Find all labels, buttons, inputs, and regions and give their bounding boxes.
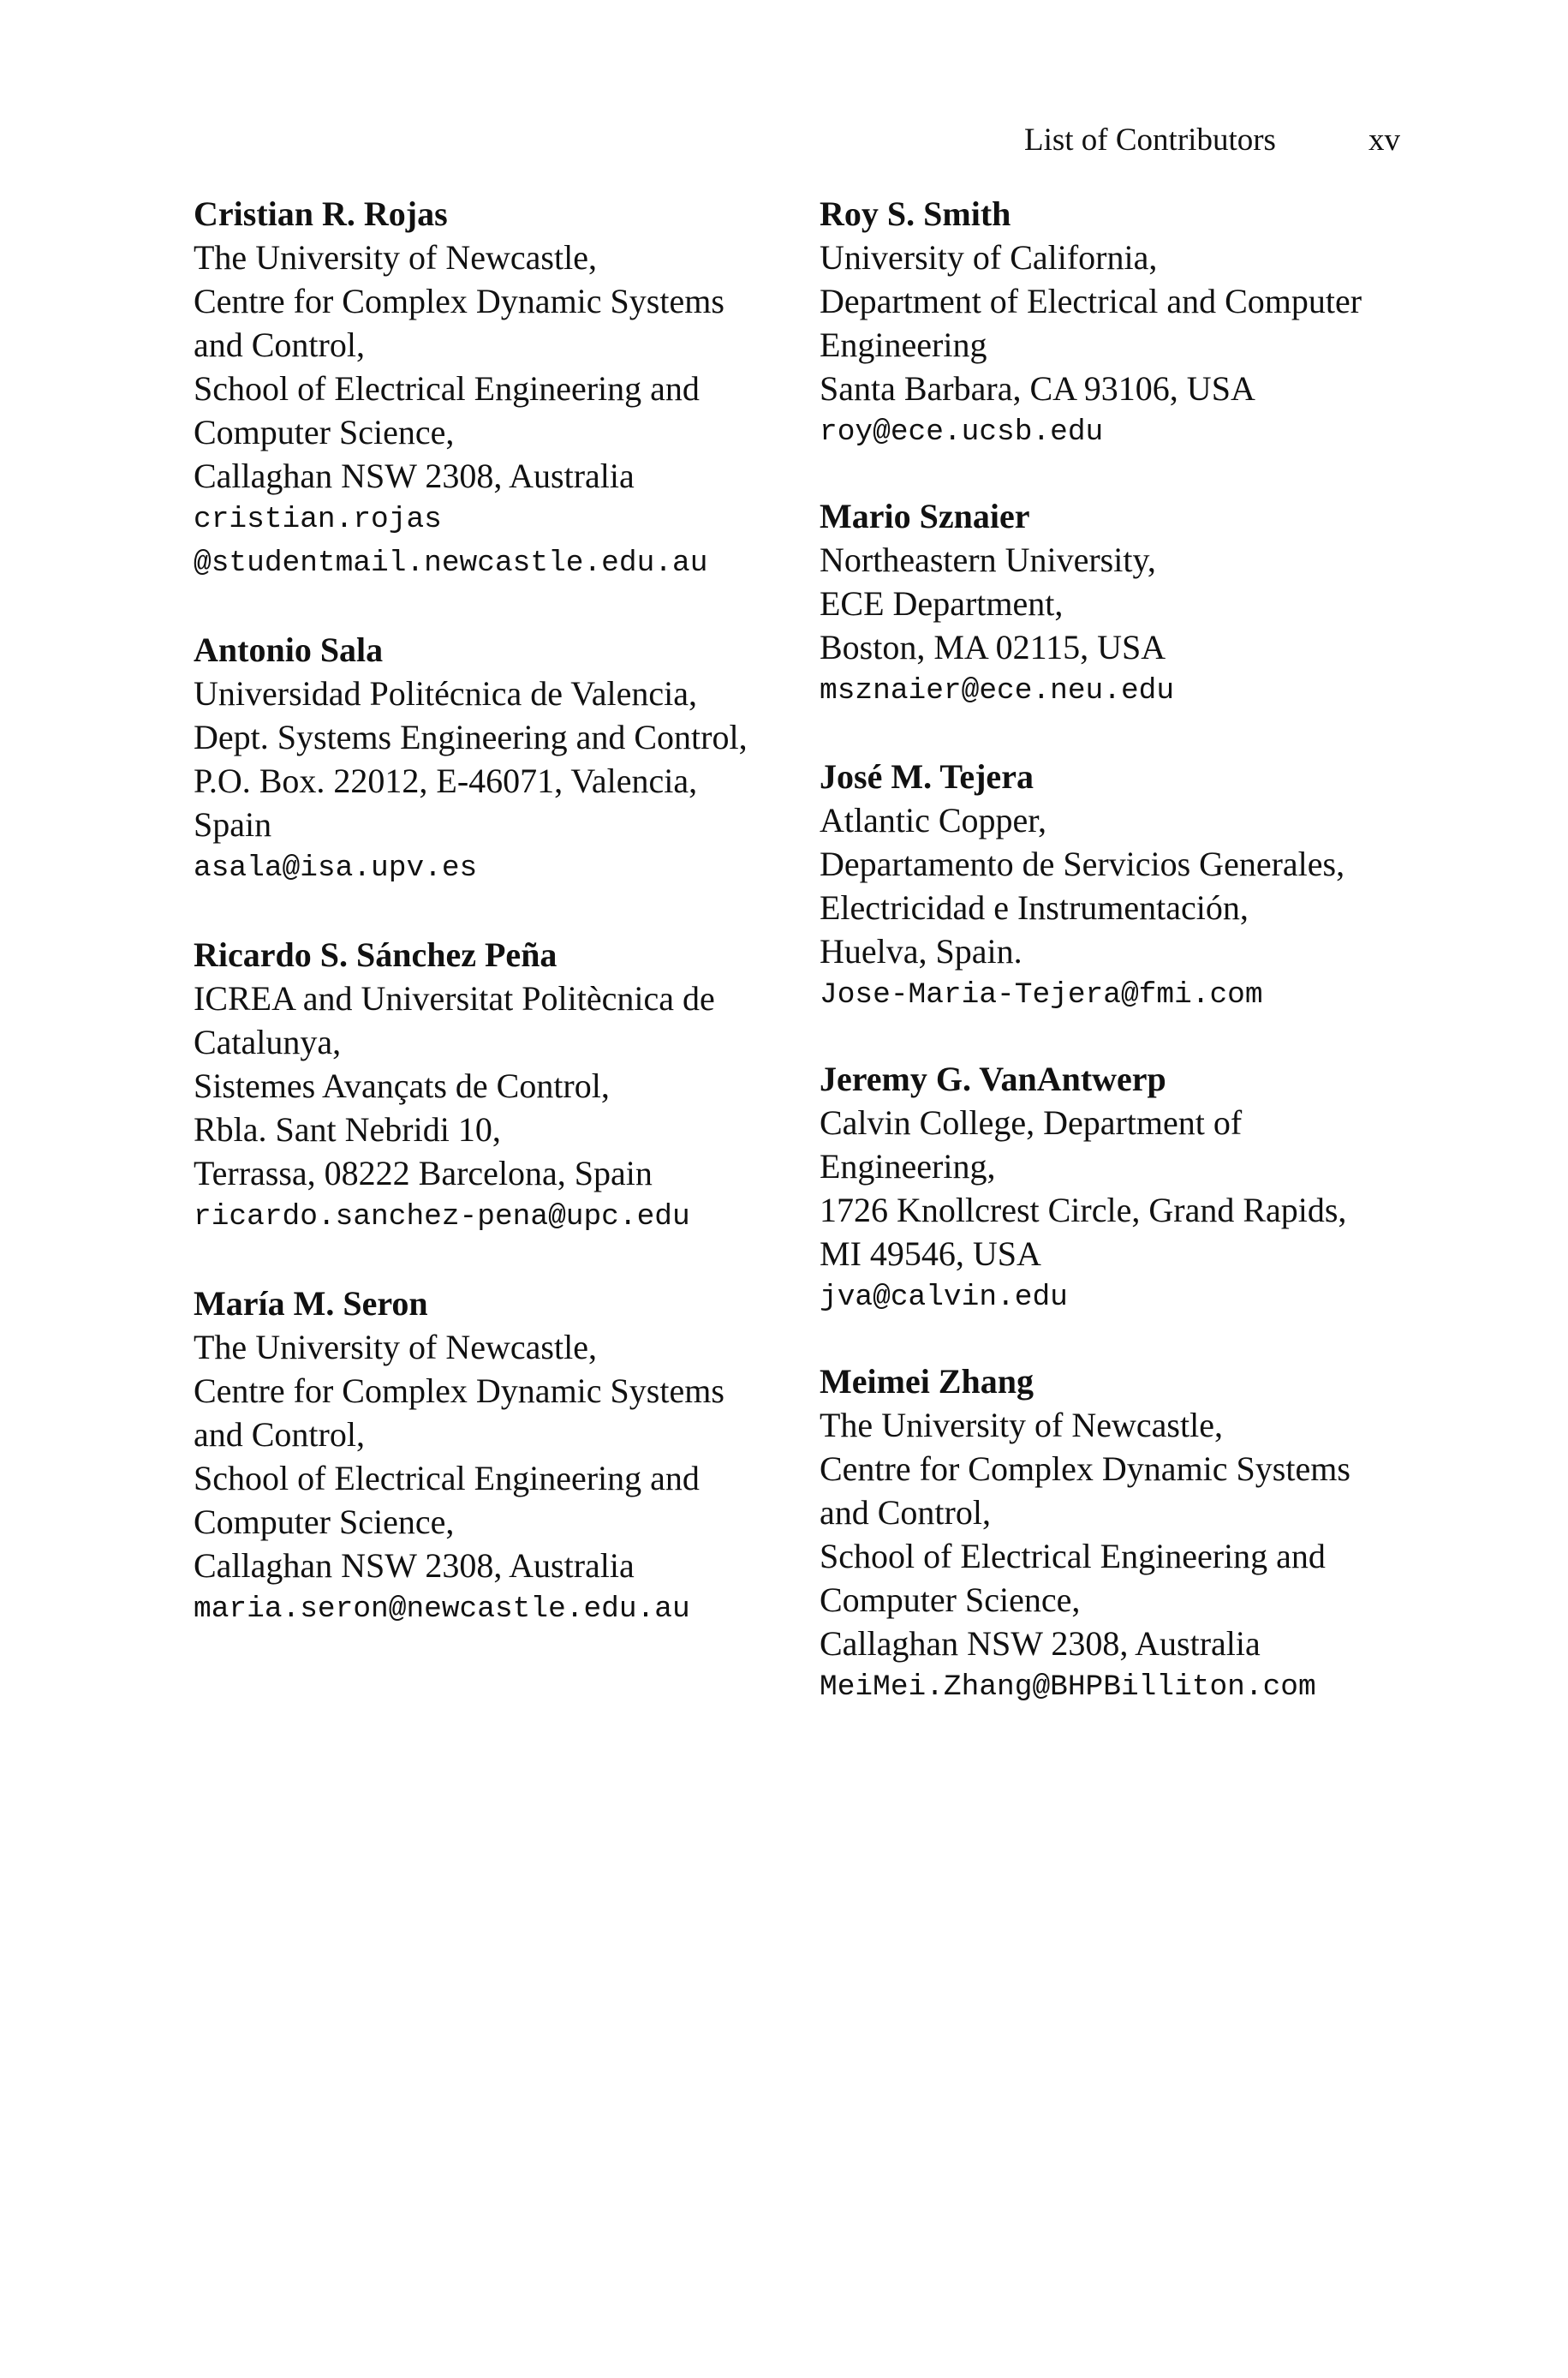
affiliation-line: School of Electrical Engineering and bbox=[194, 1459, 700, 1497]
affiliation-line: P.O. Box. 22012, E-46071, Valencia, bbox=[194, 762, 698, 800]
affiliation-line: The University of Newcastle, bbox=[194, 238, 597, 277]
affiliation-line: Electricidad e Instrumentación, bbox=[820, 888, 1249, 927]
contributor-entry bbox=[820, 192, 1419, 454]
contributor-email[interactable]: msznaier@ece.neu.edu bbox=[820, 674, 1175, 708]
affiliation-line: Callaghan NSW 2308, Australia bbox=[194, 457, 635, 495]
affiliation-line: Calvin College, Department of bbox=[820, 1103, 1243, 1142]
contributor-entry bbox=[820, 1359, 1419, 1709]
contributor-name: Mario Sznaier bbox=[820, 497, 1030, 535]
contributor-email[interactable]: @studentmail.newcastle.edu.au bbox=[194, 547, 708, 580]
contributor-email[interactable]: asala@isa.upv.es bbox=[194, 851, 478, 885]
affiliation-line: Sistemes Avançats de Control, bbox=[194, 1067, 610, 1105]
contributor-name: Jeremy G. VanAntwerp bbox=[820, 1060, 1166, 1098]
contributor-entry bbox=[820, 1057, 1419, 1319]
affiliation-line: Huelva, Spain. bbox=[820, 932, 1022, 971]
contributor-entry bbox=[820, 494, 1419, 713]
contributors-column-left bbox=[194, 192, 793, 1631]
contributor-email[interactable]: Jose-Maria-Tejera@fmi.com bbox=[820, 978, 1263, 1012]
affiliation-line: ICREA and Universitat Politècnica de bbox=[194, 979, 715, 1018]
contributor-entry bbox=[194, 192, 793, 585]
affiliation-line: Catalunya, bbox=[194, 1023, 342, 1061]
affiliation-line: Universidad Politécnica de Valencia, bbox=[194, 674, 697, 713]
contributor-email[interactable]: MeiMei.Zhang@BHPBilliton.com bbox=[820, 1670, 1316, 1704]
affiliation-line: Centre for Complex Dynamic Systems bbox=[194, 1371, 724, 1410]
affiliation-line: Centre for Complex Dynamic Systems bbox=[194, 282, 724, 320]
affiliation-line: School of Electrical Engineering and bbox=[820, 1537, 1326, 1575]
affiliation-line: Spain bbox=[194, 805, 272, 844]
affiliation-line: Callaghan NSW 2308, Australia bbox=[820, 1624, 1261, 1663]
contributor-email[interactable]: ricardo.sanchez-pena@upc.edu bbox=[194, 1200, 690, 1234]
contributor-entry bbox=[194, 933, 793, 1239]
affiliation-line: Engineering, bbox=[820, 1147, 996, 1186]
contributor-entry bbox=[194, 1282, 793, 1631]
affiliation-line: School of Electrical Engineering and bbox=[194, 369, 700, 408]
affiliation-line: Engineering bbox=[820, 326, 987, 364]
contributor-email[interactable]: jva@calvin.edu bbox=[820, 1281, 1068, 1314]
affiliation-line: Boston, MA 02115, USA bbox=[820, 628, 1166, 666]
contributor-name: José M. Tejera bbox=[820, 757, 1034, 796]
affiliation-line: Computer Science, bbox=[194, 1503, 455, 1541]
affiliation-line: Rbla. Sant Nebridi 10, bbox=[194, 1110, 501, 1149]
affiliation-line: University of California, bbox=[820, 238, 1158, 277]
affiliation-line: Centre for Complex Dynamic Systems bbox=[820, 1449, 1350, 1488]
affiliation-line: MI 49546, USA bbox=[820, 1234, 1041, 1273]
affiliation-line: and Control, bbox=[820, 1493, 991, 1532]
contributor-name: María M. Seron bbox=[194, 1284, 428, 1323]
contributor-name: Antonio Sala bbox=[194, 630, 384, 669]
contributor-name: Ricardo S. Sánchez Peña bbox=[194, 935, 557, 974]
affiliation-line: The University of Newcastle, bbox=[194, 1328, 597, 1366]
affiliation-line: Northeastern University, bbox=[820, 541, 1156, 579]
affiliation-line: Terrassa, 08222 Barcelona, Spain bbox=[194, 1154, 653, 1192]
contributors-column-right bbox=[820, 192, 1419, 1709]
contributor-entry bbox=[194, 628, 793, 890]
contributor-email[interactable]: cristian.rojas bbox=[194, 503, 442, 536]
affiliation-line: and Control, bbox=[194, 326, 365, 364]
affiliation-line: Departamento de Servicios Generales, bbox=[820, 845, 1345, 883]
running-header-title: List of Contributors bbox=[1024, 122, 1276, 158]
contributor-name: Meimei Zhang bbox=[820, 1362, 1034, 1401]
affiliation-line: Computer Science, bbox=[820, 1580, 1081, 1619]
contributor-email[interactable]: roy@ece.ucsb.edu bbox=[820, 415, 1104, 449]
affiliation-line: Computer Science, bbox=[194, 413, 455, 451]
running-header bbox=[1024, 118, 1401, 163]
affiliation-line: ECE Department, bbox=[820, 584, 1064, 623]
affiliation-line: Santa Barbara, CA 93106, USA bbox=[820, 369, 1255, 408]
affiliation-line: and Control, bbox=[194, 1415, 365, 1454]
contributor-name: Cristian R. Rojas bbox=[194, 194, 448, 233]
affiliation-line: Atlantic Copper, bbox=[820, 801, 1046, 839]
affiliation-line: The University of Newcastle, bbox=[820, 1406, 1223, 1444]
contributor-entry bbox=[820, 755, 1419, 1017]
contributor-name: Roy S. Smith bbox=[820, 194, 1011, 233]
affiliation-line: Callaghan NSW 2308, Australia bbox=[194, 1546, 635, 1585]
affiliation-line: 1726 Knollcrest Circle, Grand Rapids, bbox=[820, 1191, 1347, 1229]
affiliation-line: Department of Electrical and Computer bbox=[820, 282, 1362, 320]
contributor-email[interactable]: maria.seron@newcastle.edu.au bbox=[194, 1592, 690, 1626]
page-number: xv bbox=[1368, 122, 1400, 158]
affiliation-line: Dept. Systems Engineering and Control, bbox=[194, 718, 748, 756]
